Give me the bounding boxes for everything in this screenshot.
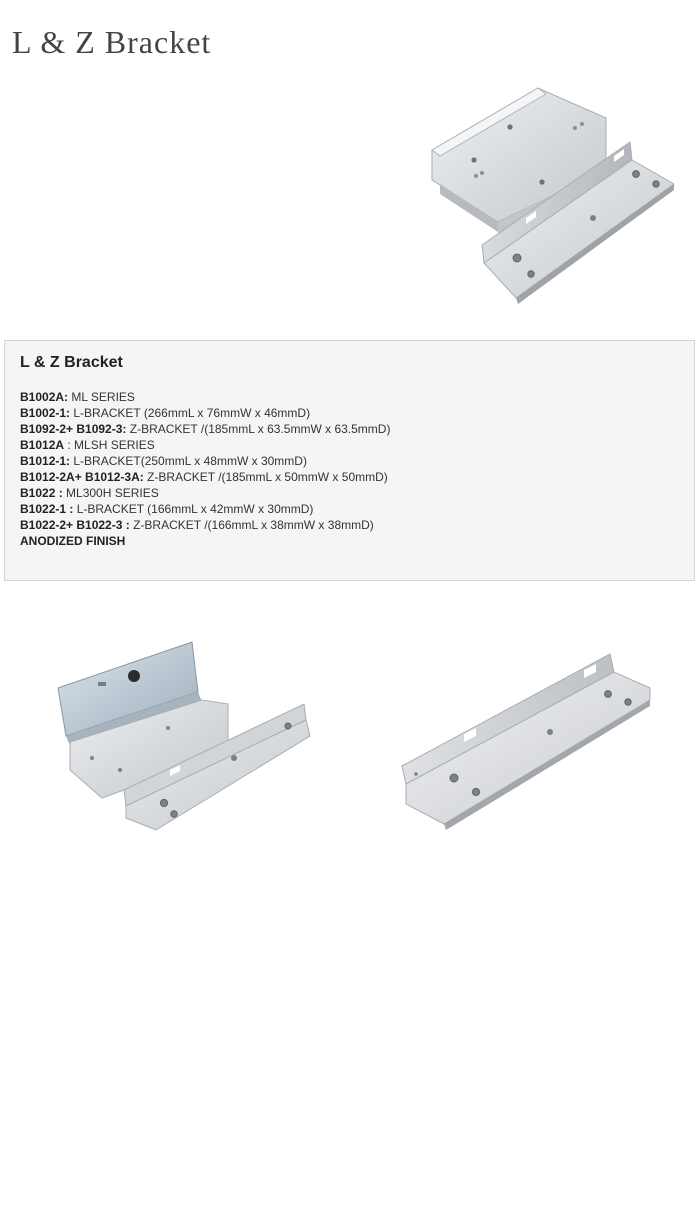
spec-text: Z-BRACKET /(185mmL x 63.5mmW x 63.5mmD): [126, 422, 391, 436]
spec-code: ANODIZED FINISH: [20, 534, 126, 548]
spec-line: [20, 421, 390, 437]
spec-code: B1092-2+ B1092-3:: [20, 422, 127, 436]
spec-text: Z-BRACKET /(166mmL x 38mmW x 38mmD): [129, 518, 374, 532]
spec-line: [20, 469, 390, 485]
spec-code: B1022-1 :: [20, 502, 74, 516]
spec-code: B1012A: [20, 438, 65, 452]
spec-line: [20, 405, 390, 421]
product-photo-l-z-bracket: [418, 80, 688, 312]
spec-code: B1002A:: [20, 390, 69, 404]
spec-list: [20, 389, 390, 549]
spec-line: [20, 453, 390, 469]
spec-text: L-BRACKET (266mmL x 76mmW x 46mmD): [70, 406, 311, 420]
product-photo-bracket-with-magnet: [52, 640, 314, 836]
spec-text: L-BRACKET (166mmL x 42mmW x 30mmD): [73, 502, 314, 516]
spec-line: [20, 517, 390, 533]
spec-line: [20, 501, 390, 517]
spec-text: ML SERIES: [68, 390, 135, 404]
spec-heading: L & Z Bracket: [20, 354, 123, 371]
spec-panel: [4, 340, 695, 581]
spec-line: [20, 437, 390, 453]
spec-line: [20, 485, 390, 501]
spec-code: B1002-1:: [20, 406, 71, 420]
spec-code: B1022-2+ B1022-3 :: [20, 518, 130, 532]
spec-text: Z-BRACKET /(185mmL x 50mmW x 50mmD): [143, 470, 388, 484]
spec-code: B1022 :: [20, 486, 63, 500]
spec-line: [20, 389, 390, 405]
spec-line: [20, 533, 390, 549]
spec-text: : MLSH SERIES: [64, 438, 155, 452]
spec-code: B1012-2A+ B1012-3A:: [20, 470, 144, 484]
spec-text: L-BRACKET(250mmL x 48mmW x 30mmD): [70, 454, 307, 468]
page-title: L & Z Bracket: [12, 24, 212, 60]
product-photo-l-bracket: [398, 646, 656, 832]
spec-text: ML300H SERIES: [62, 486, 159, 500]
spec-code: B1012-1:: [20, 454, 71, 468]
